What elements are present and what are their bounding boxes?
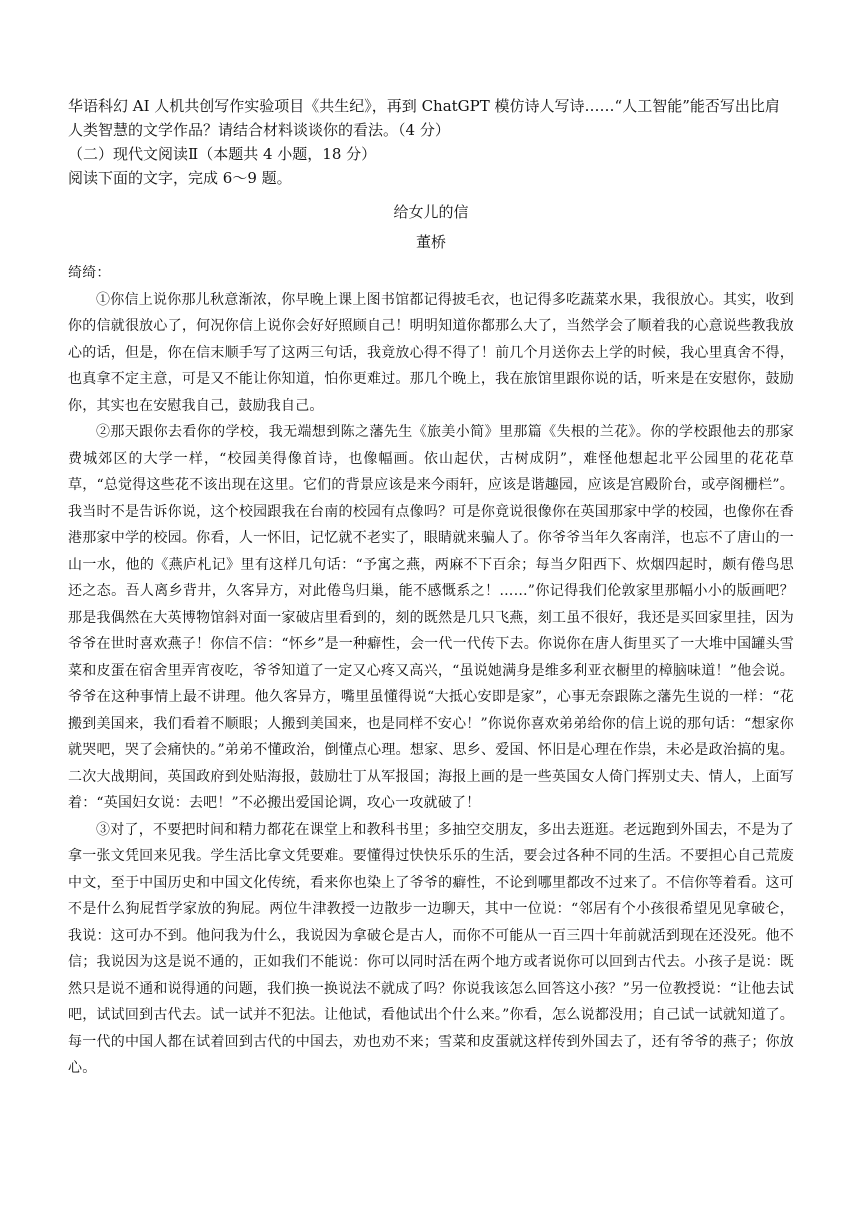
document-page xyxy=(68,94,794,1082)
question-block xyxy=(68,94,794,190)
paragraph-3: ③对了，不要把时间和精力都花在课堂上和教科书里；多抽空交朋友，多出去逛逛。老远跑到外国去，不是为了拿一张文凭回来见我。学生活比拿文凭要难。要懂得过快快乐乐的生活，要会过各种不同的生活。不要担心自己荒废中文，至于中国历史和中国文化传统，看来你也染上了爷爷的癖性，不论到哪里都改不过来了。不信你等着看。这可不是什么狗屁哲学家放的狗屁。两位牛津教授一边散步一边聊天，其中一位说：“邻居有个小孩很希望见见拿破仑，我说：这可办不到。他问我为什么，我说因为拿破仑是古人，而你不可能从一百三四十年前就活到现在还没死。他不信；我说因为这是说不通的，正如我们不能说：你可以同时活在两个地方或者说你可以回到古代去。小孩子是说：既然只是说不通和说得通的问题，我们换一换说法不就成了吗？你说我该怎么回答这小孩？”另一位教授说：“让他去试吧，试试回到古代去。试一试并不犯法。让他试，看他试出个什么来。”你看，怎么说都没用；自己试一试就知道了。每一代的中国人都在试着回到古代的中国去，劝也劝不来；雪菜和皮蛋就这样传到外国去了，还有爷爷的燕子；你放心。 xyxy=(68,821,794,1076)
article-title: 给女儿的信 xyxy=(393,203,469,221)
article-body xyxy=(68,260,794,1082)
paragraph-1: ①你信上说你那儿秋意渐浓，你早晚上课上图书馆都记得披毛衣，也记得多吃蔬菜水果，我很放心。其实，收到你的信就很放心了，何况你信上说你会好好照顾自己！明明知道你都那么大了，当然学会了顺着我的心意说些教我放心的话，但是，你在信末顺手写了这两三句话，我竟放心得不得了！前几个月送你去上学的时候，我心里真舍不得，也真拿不定主意，可是又不能让你知道，怕你更难过。那几个晚上，我在旅馆里跟你说的话，听来是在安慰你，鼓励你，其实也在安慰我自己，鼓励我自己。 xyxy=(68,291,794,414)
paragraph-2: ②那天跟你去看你的学校，我无端想到陈之藩先生《旅美小简》里那篇《失根的兰花》。你的学校跟他去的那家费城郊区的大学一样，“校园美得像首诗，也像幅画。依山起伏，古树成阴”，难怪他想起北平公园里的花花草草，“总觉得这些花不该出现在这里。它们的背景应该是来今雨轩，应该是谐趣园，应该是宫殿阶台，或亭阁栅栏”。我当时不是告诉你说，这个校园跟我在台南的校园有点像吗？可是你竟说很像你在英国那家中学的校园，也像你在香港那家中学的校园。你看，人一怀旧，记忆就不老实了，眼睛就来骗人了。你爷爷当年久客南洋，也忘不了唐山的一山一水，他的《燕庐札记》里有这样几句话：“予寓之燕，两麻不下百余；每当夕阳西下、炊烟四起时，颇有倦鸟思还之态。吾人离乡背井，久客异方，对此倦鸟归巢，能不感慨系之！……”你记得我们伦敦家里那幅小小的版画吧？那是我偶然在大英博物馆斜对面一家破店里看到的，刻的既然是几只飞燕，刻工虽不很好，我还是买回家里挂，因为爷爷在世时喜欢燕子！你信不信：“怀乡”是一种癖性，会一代一代传下去。你说你在唐人街里买了一大堆中国罐头雪菜和皮蛋在宿舍里弄宵夜吃，爷爷知道了一定又心疼又高兴，“虽说她满身是维多利亚衣橱里的樟脑味道！”他会说。爷爷在这种事情上最不讲理。他久客异方，嘴里虽懂得说“大抵心安即是家”，心事无奈跟陈之藩先生说的一样：“花搬到美国来，我们看着不顺眼；人搬到美国来，也是同样不安心！”你说你喜欢弟弟给你的信上说的那句话：“想家你就哭吧，哭了会痛快的。”弟弟不懂政治，倒懂点心理。想家、思乡、爱国、怀旧是心理在作祟，未必是政治搞的鬼。二次大战期间，英国政府到处贴海报，鼓励壮丁从军报国；海报上画的是一些英国女人倚门挥别丈夫、情人，上面写着：“英国妇女说：去吧！”不必搬出爱国论调，攻心一攻就破了！ xyxy=(68,424,794,811)
salutation: 绮绮： xyxy=(68,265,111,281)
reading-instruction: 阅读下面的文字，完成 6～9 题。 xyxy=(68,169,292,187)
article-author: 董桥 xyxy=(415,233,446,251)
question-continuation: 华语科幻 AI 人机共创写作实验项目《共生纪》，再到 ChatGPT 模仿诗人写诗……“人工智能”能否写出比肩人类智慧的文学作品？请结合材料谈谈你的看法。（4 分） xyxy=(68,97,780,139)
section-heading: （二）现代文阅读Ⅱ（本题共 4 小题，18 分） xyxy=(68,145,377,163)
